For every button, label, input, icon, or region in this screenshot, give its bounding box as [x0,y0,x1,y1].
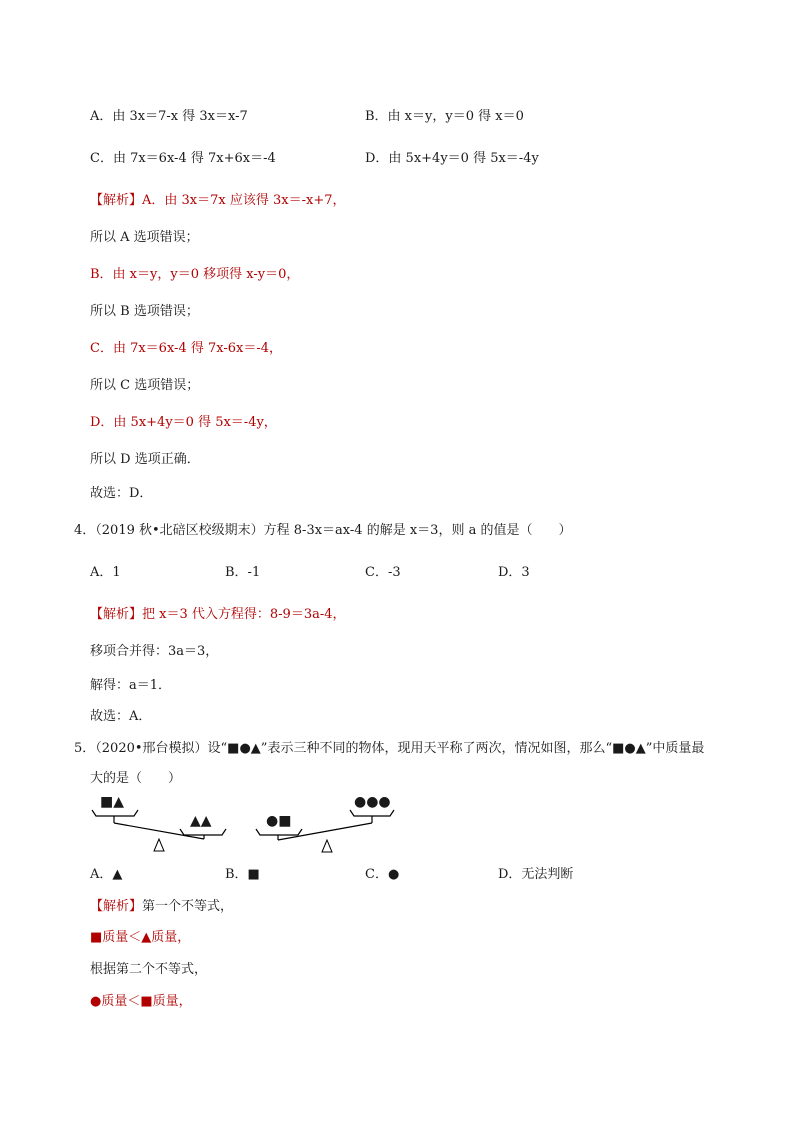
q4-option-a: A．1 [90,565,121,580]
balance-figure [86,796,406,856]
q5-stem-line-2: 大的是（ ） [90,771,182,786]
q3-option-c: C．由 7x＝6x-4 得 7x+6x＝-4 [90,151,276,166]
q3-analysis-line-8: 所以 D 选项正确． [90,452,200,467]
right-pan-low-objects: ●■ [266,813,292,829]
analysis-label: 【解析】 [90,899,143,914]
analysis-label: 【解析】 [90,193,143,208]
analysis-text: 第一个不等式， [142,899,234,914]
q3-analysis-line-2: 所以 A 选项错误； [90,230,199,245]
left-pan-high-objects: ■▲ [100,794,124,810]
analysis-text: ■质量＜▲质量， [90,930,191,945]
q4-analysis-line-4: 故选：A． [90,709,152,724]
analysis-text: 把 x＝3 代入方程得：8-9＝3a-4， [142,607,346,622]
q3-option-a: A．由 3x＝7-x 得 3x＝x-7 [90,109,248,124]
q3-analysis-line-4: 所以 B 选项错误； [90,304,199,319]
analysis-label: 【解析】 [90,607,143,622]
q5-option-b: B．■ [225,867,260,882]
q5-option-c: C．● [365,867,400,882]
analysis-text: ●质量＜■质量， [90,994,192,1009]
q3-analysis-line-7: D．由 5x+4y＝0 得 5x＝-4y， [90,415,277,430]
q5-analysis-line-4 [90,993,192,1011]
q3-analysis-line-1 [90,192,346,210]
q3-analysis-line-9: 故选：D． [90,486,153,501]
q4-option-b: B．-1 [225,565,261,580]
q3-analysis-line-5: C．由 7x＝6x-4 得 7x-6x＝-4， [90,341,283,356]
q5-stem-line-1: 5．（2020•邢台模拟）设“■●▲”表示三种不同的物体，现用天平称了两次，情况如图，那么“■●▲”中质量最 [74,741,705,756]
q3-option-b: B．由 x＝y，y＝0 得 x＝0 [365,109,524,124]
q4-analysis-line-1 [90,606,346,624]
q5-option-d: D．无法判断 [498,867,574,882]
left-pan-low-objects: ▲▲ [190,813,212,829]
q3-analysis-line-6: 所以 C 选项错误； [90,378,200,393]
q5-option-a: A．▲ [90,867,123,882]
right-pan-high-objects: ●●● [354,794,391,810]
q3-analysis-line-3: B．由 x＝y，y＝0 移项得 x-y＝0， [90,267,300,282]
q4-analysis-line-2: 移项合并得：3a＝3， [90,644,219,659]
q5-analysis-line-1 [90,898,233,916]
q4-option-d: D．3 [498,565,530,580]
analysis-text: A．由 3x＝7x 应该得 3x＝-x+7， [142,193,346,208]
q4-stem: 4．（2019 秋•北碚区校级期末）方程 8-3x＝ax-4 的解是 x＝3，则 a 的值是（ ） [74,523,572,538]
q4-analysis-line-3: 解得：a＝1． [90,678,172,693]
q3-option-d: D．由 5x+4y＝0 得 5x＝-4y [365,151,539,166]
q4-option-c: C．-3 [365,565,401,580]
q5-analysis-line-2 [90,929,190,947]
q5-analysis-line-3: 根据第二个不等式， [90,962,208,977]
